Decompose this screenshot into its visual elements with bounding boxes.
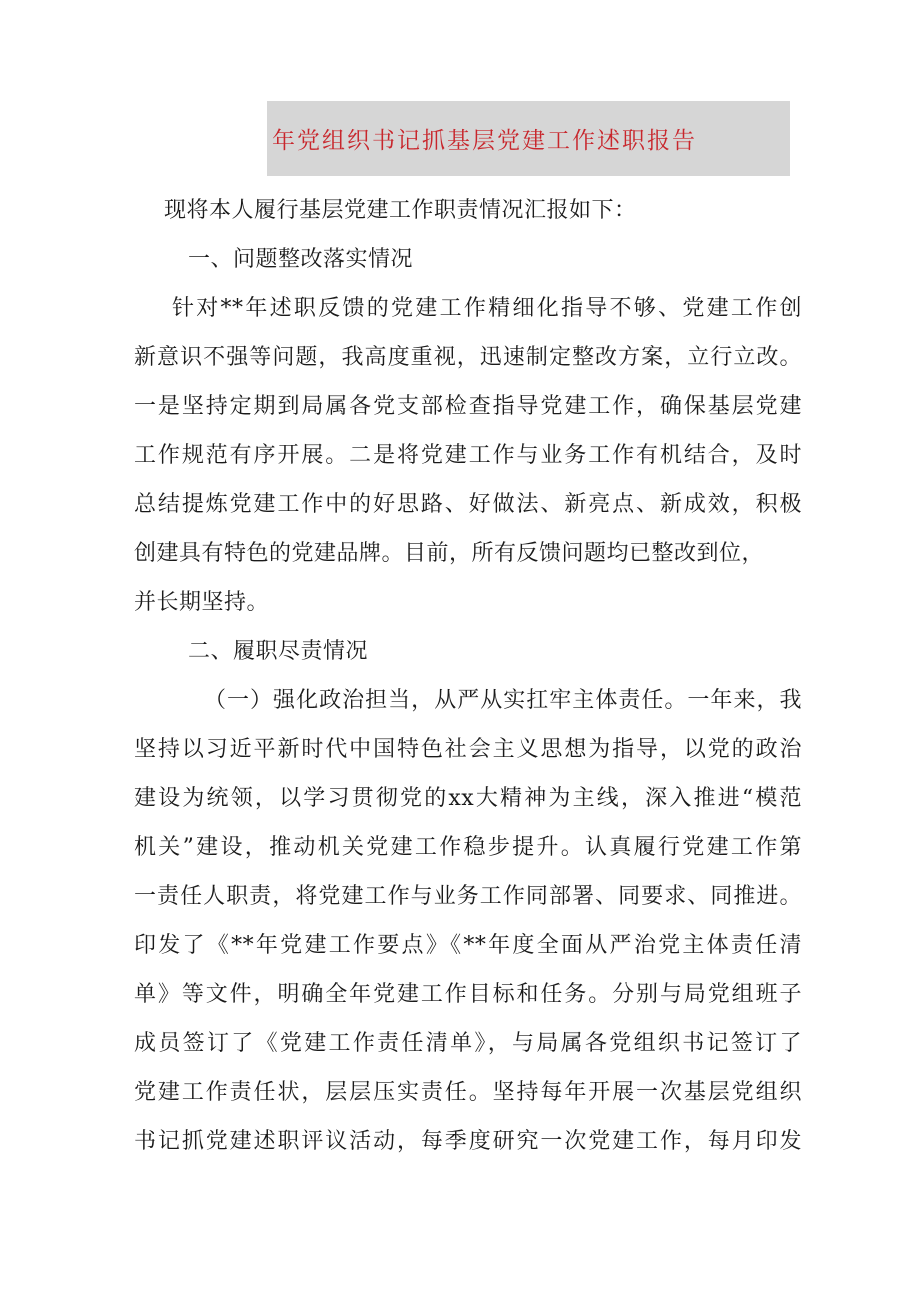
paragraph-line: 并长期坚持。: [134, 590, 270, 615]
section-heading: 一、问题整改落实情况: [188, 247, 414, 272]
section-heading: 二、履职尽责情况: [188, 639, 369, 664]
paragraph-line: 总结提炼党建工作中的好思路、好做法、新亮点、新成效，积极: [134, 492, 802, 517]
document-body: [134, 186, 802, 1166]
document-title: 年党组织书记抓基层党建工作述职报告: [272, 128, 697, 154]
paragraph-line: 创建具有特色的党建品牌。目前，所有反馈问题均已整改到位，: [134, 541, 765, 566]
paragraph-line: 现将本人履行基层党建工作职责情况汇报如下：: [164, 198, 637, 223]
paragraph-line: 党建工作责任状，层层压实责任。坚持每年开展一次基层党组织: [134, 1080, 802, 1105]
paragraph-line: 书记抓党建述职评议活动，每季度研究一次党建工作，每月印发: [134, 1129, 802, 1154]
paragraph-line: 建设为统领，以学习贯彻党的xx大精神为主线，深入推进“模范: [134, 786, 802, 811]
paragraph-line: 成员签订了《党建工作责任清单》，与局属各党组织书记签订了: [134, 1031, 802, 1056]
paragraph-line: 针对**年述职反馈的党建工作精细化指导不够、党建工作创: [172, 296, 802, 321]
title-banner: [267, 101, 790, 176]
paragraph-line: 工作规范有序开展。二是将党建工作与业务工作有机结合，及时: [134, 443, 802, 468]
paragraph-line: 单》等文件，明确全年党建工作目标和任务。分别与局党组班子: [134, 982, 802, 1007]
paragraph-line: 机关”建设，推动机关党建工作稳步提升。认真履行党建工作第: [134, 835, 802, 860]
paragraph-line: 坚持以习近平新时代中国特色社会主义思想为指导，以党的政治: [134, 737, 802, 762]
paragraph-line: 一是坚持定期到局属各党支部检查指导党建工作，确保基层党建: [134, 394, 802, 419]
paragraph-line: 一责任人职责，将党建工作与业务工作同部署、同要求、同推进。: [134, 884, 802, 909]
paragraph-line: （一）强化政治担当，从严从实扛牢主体责任。一年来，我: [204, 688, 802, 713]
paragraph-line: 印发了《**年党建工作要点》《**年度全面从严治党主体责任清: [134, 933, 802, 958]
paragraph-line: 新意识不强等问题，我高度重视，迅速制定整改方案，立行立改。: [134, 345, 802, 370]
